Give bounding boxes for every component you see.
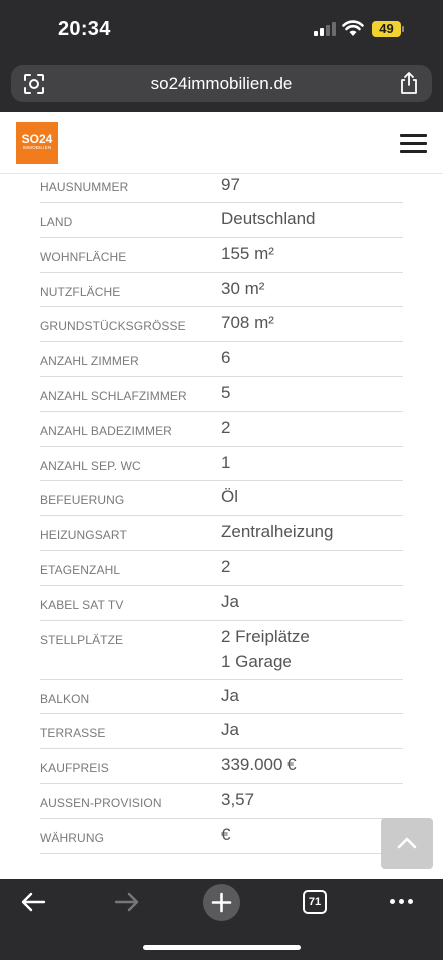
plus-icon (211, 892, 232, 913)
logo-main-text: SO24 (21, 132, 53, 146)
detail-value: Zentralheizung (221, 522, 334, 542)
logo-sub-text: IMMOBILIEN (22, 145, 52, 150)
detail-label: KABEL SAT TV (40, 597, 124, 612)
url-text[interactable]: so24immobilien.de (150, 74, 293, 93)
detail-value: Öl (221, 487, 238, 507)
detail-label: LAND (40, 215, 73, 229)
detail-label: HAUSNUMMER (40, 180, 129, 194)
detail-row-befeuerung (40, 481, 403, 516)
site-header (0, 112, 443, 174)
detail-label: TERRASSE (40, 726, 106, 741)
detail-value: 30 m² (221, 278, 265, 298)
detail-label: HEIZUNGSART (40, 528, 127, 543)
detail-row-wohnflaeche (40, 238, 403, 273)
detail-row-terrasse (40, 714, 403, 749)
detail-value: Ja (221, 720, 239, 740)
detail-row-stellplaetze (40, 621, 403, 680)
detail-row-anzahl-sep-wc (40, 447, 403, 482)
wifi-icon (342, 19, 364, 37)
address-bar[interactable] (11, 65, 432, 102)
detail-row-waehrung (40, 819, 403, 854)
hamburger-menu-icon[interactable] (400, 134, 427, 154)
detail-label: AUSSEN-PROVISION (40, 795, 162, 810)
detail-value: 708 m² (221, 313, 274, 333)
arrow-left-icon[interactable] (20, 891, 46, 913)
detail-row-kaufpreis (40, 749, 403, 784)
detail-label: ANZAHL SCHLAFZIMMER (40, 388, 187, 403)
detail-value: € (221, 824, 231, 844)
detail-row-hausnummer (40, 174, 403, 203)
share-icon[interactable] (399, 72, 419, 94)
detail-row-land (40, 203, 403, 238)
detail-value: Ja (221, 591, 239, 611)
detail-row-aussen-provision (40, 784, 403, 819)
property-details-table (40, 174, 403, 854)
detail-value: 155 m² (221, 243, 274, 263)
detail-row-anzahl-schlafzimmer (40, 377, 403, 412)
site-logo[interactable] (16, 122, 58, 164)
cellular-signal-icon (314, 22, 336, 36)
battery-indicator: 49 (372, 21, 401, 37)
detail-label: WÄHRUNG (40, 830, 105, 845)
detail-row-etagenzahl (40, 551, 403, 586)
detail-value: Deutschland (221, 209, 316, 228)
detail-row-anzahl-zimmer (40, 342, 403, 377)
detail-row-anzahl-badezimmer (40, 412, 403, 447)
more-dots-icon[interactable] (390, 899, 414, 905)
detail-label: NUTZFLÄCHE (40, 284, 121, 299)
detail-row-balkon (40, 680, 403, 715)
home-indicator (143, 945, 301, 950)
detail-row-nutzflaeche (40, 273, 403, 308)
browser-bottom-toolbar (0, 879, 443, 960)
detail-value: 2 (221, 556, 231, 576)
arrow-right-icon[interactable] (114, 891, 140, 913)
detail-row-kabel-sat-tv (40, 586, 403, 621)
detail-row-heizungsart (40, 516, 403, 551)
back-to-top-button[interactable] (381, 818, 433, 869)
detail-label: KAUFPREIS (40, 761, 109, 776)
status-time: 20:34 (58, 18, 111, 40)
detail-label: ANZAHL BADEZIMMER (40, 423, 172, 438)
detail-value: 6 (221, 348, 231, 368)
detail-label: STELLPLÄTZE (40, 632, 124, 647)
detail-value: 2 Freiplätze 1 Garage (221, 626, 310, 671)
detail-value: 3,57 (221, 789, 255, 809)
chevron-up-icon (396, 834, 418, 852)
browser-top-bar (0, 0, 443, 112)
detail-value: 1 (221, 452, 231, 472)
detail-label: ETAGENZAHL (40, 562, 121, 577)
detail-label: GRUNDSTÜCKSGRÖSSE (40, 319, 186, 334)
detail-value: 339.000 € (221, 755, 297, 775)
detail-value: 97 (221, 175, 240, 194)
detail-label: BALKON (40, 691, 90, 706)
detail-label: ANZAHL ZIMMER (40, 354, 139, 369)
detail-row-grundstuecksgroesse (40, 307, 403, 342)
detail-value: Ja (221, 685, 239, 705)
tab-count-button[interactable]: 71 (303, 890, 327, 914)
new-tab-button[interactable] (203, 884, 240, 921)
detail-value: 2 (221, 417, 231, 437)
detail-label: WOHNFLÄCHE (40, 249, 127, 264)
battery-tip (402, 26, 404, 32)
detail-label: BEFEUERUNG (40, 493, 125, 508)
detail-label: ANZAHL SEP. WC (40, 458, 141, 473)
detail-value: 5 (221, 382, 231, 402)
